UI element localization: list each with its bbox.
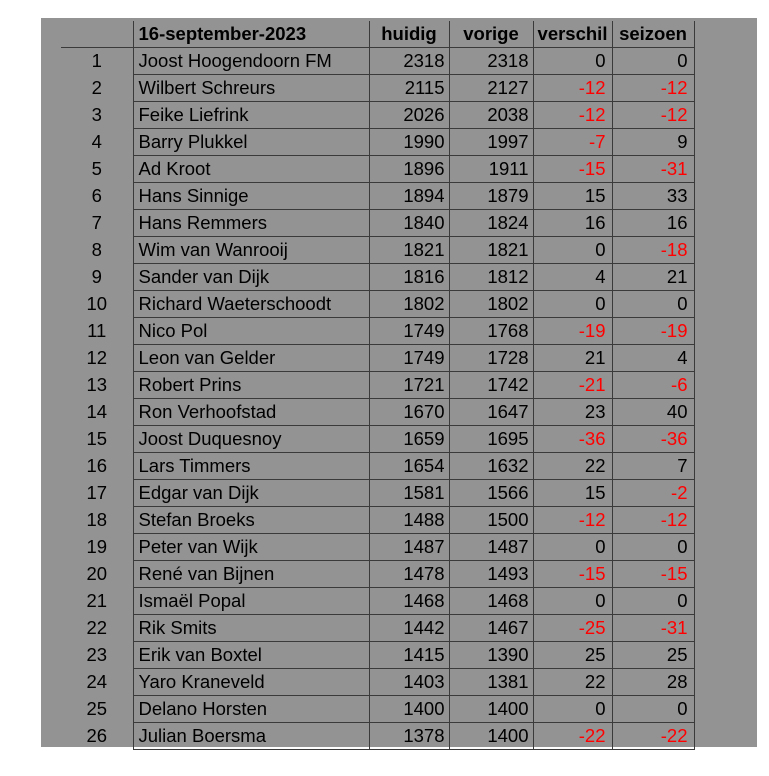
- table-row: [61, 507, 694, 534]
- player-name-cell: Nico Pol: [133, 318, 369, 345]
- player-name-cell: Edgar van Dijk: [133, 480, 369, 507]
- table-row: [61, 210, 694, 237]
- player-name-cell: Richard Waeterschoodt: [133, 291, 369, 318]
- rank-cell: 14: [86, 401, 108, 423]
- rating-season-cell: 4: [612, 345, 694, 372]
- rating-previous-cell: 1468: [449, 588, 533, 615]
- rating-current-cell: 1816: [369, 264, 449, 291]
- rank-cell: 21: [86, 590, 108, 612]
- rating-current-cell: 1990: [369, 129, 449, 156]
- rating-season-cell: 9: [612, 129, 694, 156]
- rank-cell: 17: [86, 482, 108, 504]
- player-name-cell: Hans Sinnige: [133, 183, 369, 210]
- player-name-cell: Lars Timmers: [133, 453, 369, 480]
- rating-season-cell: 25: [612, 642, 694, 669]
- table-row: [61, 696, 694, 723]
- rating-season-cell: 28: [612, 669, 694, 696]
- table-row: [61, 237, 694, 264]
- player-name-cell: Ismaël Popal: [133, 588, 369, 615]
- table-row: [61, 102, 694, 129]
- rank-cell: 25: [86, 698, 108, 720]
- rating-current-cell: 1400: [369, 696, 449, 723]
- header-rank: [61, 21, 133, 48]
- player-name-cell: Hans Remmers: [133, 210, 369, 237]
- rating-difference-cell: -12: [533, 75, 612, 102]
- rating-previous-cell: 1802: [449, 291, 533, 318]
- ranking-table: [61, 21, 695, 750]
- rating-difference-cell: 21: [533, 345, 612, 372]
- rating-previous-cell: 1812: [449, 264, 533, 291]
- header-huidig: huidig: [369, 21, 449, 48]
- rating-current-cell: 1670: [369, 399, 449, 426]
- rating-season-cell: 33: [612, 183, 694, 210]
- player-name-cell: Stefan Broeks: [133, 507, 369, 534]
- header-seizoen: seizoen: [612, 21, 694, 48]
- rating-current-cell: 1802: [369, 291, 449, 318]
- rank-cell: 9: [91, 266, 102, 288]
- rating-current-cell: 1488: [369, 507, 449, 534]
- rating-difference-cell: 0: [533, 48, 612, 75]
- rating-current-cell: 1654: [369, 453, 449, 480]
- player-name-cell: Joost Duquesnoy: [133, 426, 369, 453]
- rank-cell: 8: [91, 239, 102, 261]
- table-row: [61, 48, 694, 75]
- rating-previous-cell: 1768: [449, 318, 533, 345]
- player-name-cell: Robert Prins: [133, 372, 369, 399]
- rating-difference-cell: -15: [533, 561, 612, 588]
- rating-season-cell: -2: [612, 480, 694, 507]
- rating-difference-cell: -19: [533, 318, 612, 345]
- rating-previous-cell: 1500: [449, 507, 533, 534]
- player-name-cell: Leon van Gelder: [133, 345, 369, 372]
- rating-current-cell: 1468: [369, 588, 449, 615]
- rating-current-cell: 1478: [369, 561, 449, 588]
- player-name-cell: Sander van Dijk: [133, 264, 369, 291]
- table-row: [61, 345, 694, 372]
- header-verschil: verschil: [533, 21, 612, 48]
- rating-difference-cell: 16: [533, 210, 612, 237]
- rating-current-cell: 1721: [369, 372, 449, 399]
- rank-cell: 4: [91, 131, 102, 153]
- rating-season-cell: -18: [612, 237, 694, 264]
- player-name-cell: René van Bijnen: [133, 561, 369, 588]
- rating-previous-cell: 1493: [449, 561, 533, 588]
- table-row: [61, 372, 694, 399]
- rating-current-cell: 1749: [369, 318, 449, 345]
- player-name-cell: Wilbert Schreurs: [133, 75, 369, 102]
- rating-current-cell: 1659: [369, 426, 449, 453]
- rating-season-cell: 40: [612, 399, 694, 426]
- rating-season-cell: -36: [612, 426, 694, 453]
- header-vorige: vorige: [449, 21, 533, 48]
- rating-season-cell: 0: [612, 696, 694, 723]
- table-row: [61, 426, 694, 453]
- player-name-cell: Julian Boersma: [133, 723, 369, 750]
- rating-difference-cell: 0: [533, 291, 612, 318]
- rating-current-cell: 1442: [369, 615, 449, 642]
- player-name-cell: Peter van Wijk: [133, 534, 369, 561]
- table-row: [61, 156, 694, 183]
- rating-season-cell: 0: [612, 48, 694, 75]
- rating-current-cell: 1840: [369, 210, 449, 237]
- rating-current-cell: 1749: [369, 345, 449, 372]
- rank-cell: 10: [86, 293, 108, 315]
- rating-current-cell: 1581: [369, 480, 449, 507]
- rating-difference-cell: 22: [533, 669, 612, 696]
- rank-cell: 1: [91, 50, 102, 72]
- rank-cell: 18: [86, 509, 108, 531]
- table-row: [61, 264, 694, 291]
- rating-season-cell: -12: [612, 75, 694, 102]
- rating-difference-cell: 0: [533, 534, 612, 561]
- rating-previous-cell: 1566: [449, 480, 533, 507]
- rating-previous-cell: 1695: [449, 426, 533, 453]
- rating-season-cell: 7: [612, 453, 694, 480]
- rating-previous-cell: 1390: [449, 642, 533, 669]
- rating-difference-cell: 0: [533, 696, 612, 723]
- rating-season-cell: 0: [612, 534, 694, 561]
- rating-difference-cell: -22: [533, 723, 612, 750]
- rating-previous-cell: 1824: [449, 210, 533, 237]
- player-name-cell: Yaro Kraneveld: [133, 669, 369, 696]
- rating-season-cell: -6: [612, 372, 694, 399]
- rank-cell: 19: [86, 536, 108, 558]
- rating-season-cell: 21: [612, 264, 694, 291]
- rating-previous-cell: 1879: [449, 183, 533, 210]
- rank-cell: 15: [86, 428, 108, 450]
- rank-cell: 16: [86, 455, 108, 477]
- player-name-cell: Wim van Wanrooij: [133, 237, 369, 264]
- rank-cell: 6: [91, 185, 102, 207]
- rating-current-cell: 1894: [369, 183, 449, 210]
- table-row: [61, 183, 694, 210]
- rating-previous-cell: 1400: [449, 696, 533, 723]
- rating-season-cell: -31: [612, 156, 694, 183]
- table-row: [61, 588, 694, 615]
- rating-current-cell: 1378: [369, 723, 449, 750]
- player-name-cell: Joost Hoogendoorn FM: [133, 48, 369, 75]
- table-row: [61, 75, 694, 102]
- rating-difference-cell: -12: [533, 507, 612, 534]
- table-header-row: [61, 21, 694, 48]
- table-row: [61, 642, 694, 669]
- rating-difference-cell: 15: [533, 183, 612, 210]
- rating-current-cell: 2115: [369, 75, 449, 102]
- rank-cell: 2: [91, 77, 102, 99]
- rating-previous-cell: 2038: [449, 102, 533, 129]
- rank-cell: 3: [91, 104, 102, 126]
- rank-cell: 24: [86, 671, 108, 693]
- ranking-body: [61, 48, 694, 750]
- rating-previous-cell: 1647: [449, 399, 533, 426]
- rating-current-cell: 1487: [369, 534, 449, 561]
- table-row: [61, 453, 694, 480]
- table-row: [61, 318, 694, 345]
- rating-previous-cell: 1381: [449, 669, 533, 696]
- table-row: [61, 561, 694, 588]
- rating-previous-cell: 1997: [449, 129, 533, 156]
- player-name-cell: Rik Smits: [133, 615, 369, 642]
- rating-season-cell: -12: [612, 102, 694, 129]
- rank-cell: 7: [91, 212, 102, 234]
- rating-previous-cell: 1911: [449, 156, 533, 183]
- rating-difference-cell: 0: [533, 588, 612, 615]
- rank-cell: 13: [86, 374, 108, 396]
- rank-cell: 5: [91, 158, 102, 180]
- table-row: [61, 534, 694, 561]
- player-name-cell: Ad Kroot: [133, 156, 369, 183]
- rating-previous-cell: 1728: [449, 345, 533, 372]
- rating-season-cell: -22: [612, 723, 694, 750]
- rating-season-cell: 0: [612, 291, 694, 318]
- rating-difference-cell: 25: [533, 642, 612, 669]
- rating-difference-cell: 23: [533, 399, 612, 426]
- rating-current-cell: 1821: [369, 237, 449, 264]
- header-date-title: 16-september-2023: [133, 21, 369, 48]
- rating-season-cell: -15: [612, 561, 694, 588]
- player-name-cell: Erik van Boxtel: [133, 642, 369, 669]
- rating-season-cell: -12: [612, 507, 694, 534]
- rating-difference-cell: 15: [533, 480, 612, 507]
- rating-previous-cell: 1487: [449, 534, 533, 561]
- rating-difference-cell: -21: [533, 372, 612, 399]
- table-row: [61, 291, 694, 318]
- rating-current-cell: 1896: [369, 156, 449, 183]
- rating-current-cell: 1403: [369, 669, 449, 696]
- rating-previous-cell: 1632: [449, 453, 533, 480]
- rank-cell: 23: [86, 644, 108, 666]
- player-name-cell: Ron Verhoofstad: [133, 399, 369, 426]
- rank-cell: 20: [86, 563, 108, 585]
- rating-previous-cell: 2318: [449, 48, 533, 75]
- table-row: [61, 669, 694, 696]
- rating-current-cell: 2026: [369, 102, 449, 129]
- rank-cell: 26: [86, 725, 108, 747]
- rating-season-cell: 16: [612, 210, 694, 237]
- player-name-cell: Delano Horsten: [133, 696, 369, 723]
- rating-difference-cell: -15: [533, 156, 612, 183]
- rating-difference-cell: -25: [533, 615, 612, 642]
- table-row: [61, 129, 694, 156]
- rank-cell: 22: [86, 617, 108, 639]
- rating-previous-cell: 1400: [449, 723, 533, 750]
- player-name-cell: Barry Plukkel: [133, 129, 369, 156]
- rating-difference-cell: 0: [533, 237, 612, 264]
- rating-season-cell: -19: [612, 318, 694, 345]
- table-row: [61, 399, 694, 426]
- rating-current-cell: 1415: [369, 642, 449, 669]
- rating-previous-cell: 1467: [449, 615, 533, 642]
- rating-difference-cell: -7: [533, 129, 612, 156]
- table-row: [61, 615, 694, 642]
- rating-previous-cell: 1821: [449, 237, 533, 264]
- rating-season-cell: 0: [612, 588, 694, 615]
- rating-difference-cell: -12: [533, 102, 612, 129]
- rating-difference-cell: 4: [533, 264, 612, 291]
- rating-previous-cell: 2127: [449, 75, 533, 102]
- rating-previous-cell: 1742: [449, 372, 533, 399]
- table-row: [61, 723, 694, 750]
- rank-cell: 11: [87, 320, 107, 342]
- table-row: [61, 480, 694, 507]
- rating-current-cell: 2318: [369, 48, 449, 75]
- player-name-cell: Feike Liefrink: [133, 102, 369, 129]
- rating-difference-cell: 22: [533, 453, 612, 480]
- rating-difference-cell: -36: [533, 426, 612, 453]
- rank-cell: 12: [86, 347, 108, 369]
- rating-season-cell: -31: [612, 615, 694, 642]
